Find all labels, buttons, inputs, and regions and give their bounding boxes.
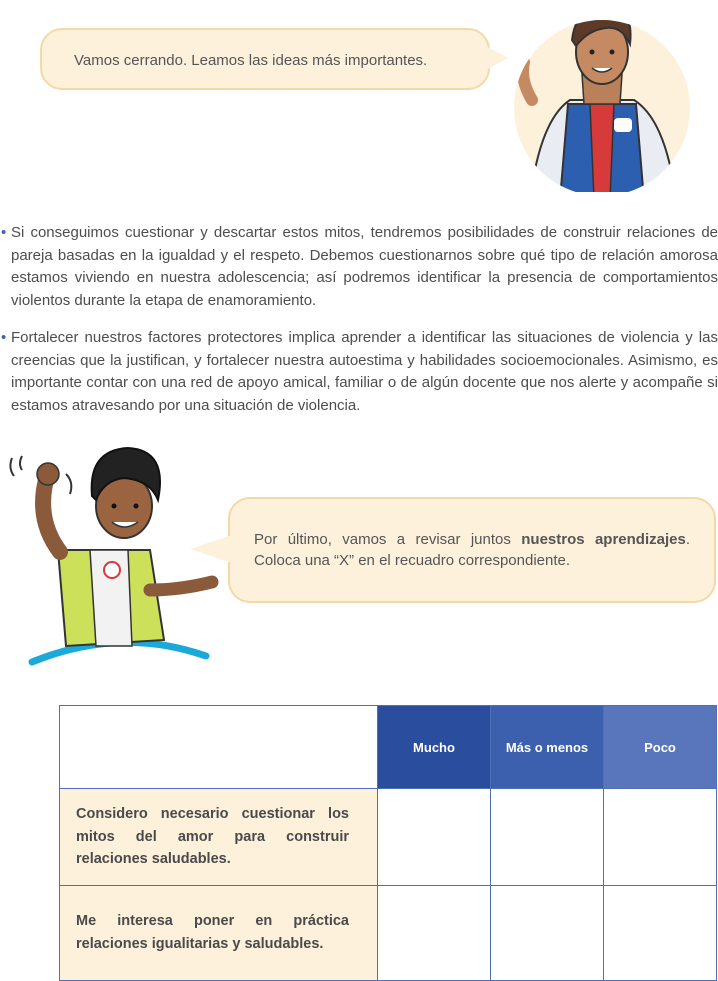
checkbox-cell-poco[interactable] bbox=[604, 885, 717, 980]
table-header-mas-o-menos: Más o menos bbox=[491, 706, 604, 789]
speech-bubble-bottom-text-end: . Coloca una “X” en el recuadro correspondiente. bbox=[254, 531, 691, 569]
speech-bubble-top bbox=[40, 28, 490, 90]
self-evaluation-table bbox=[59, 705, 717, 981]
speech-bubble-bottom-bold: nuestros aprendizajes bbox=[521, 531, 686, 548]
table-header-mucho: Mucho bbox=[378, 706, 491, 789]
table-row-statement: Considero necesario cuestionar los mitos del amor para construir relaciones saludables. bbox=[60, 789, 378, 886]
checkbox-cell-mas-o-menos[interactable] bbox=[491, 789, 604, 886]
checkbox-cell-mucho[interactable] bbox=[378, 789, 491, 886]
list-item bbox=[1, 327, 718, 417]
bullet-marker: • bbox=[1, 329, 7, 346]
table-header-poco: Poco bbox=[604, 706, 717, 789]
speech-bubble-bottom bbox=[228, 497, 716, 603]
list-item-text: Fortalecer nuestros factores protectores implica aprender a identificar las situaciones de violencia y las creencias que la justifican, y fortalecer nuestra autoestima y habilidades socioemocionales. Asimismo, es importante contar con una red de apoyo amical, familiar o de algún docente que nos alerte y acompañe si estamos atravesando por una situación de violencia. bbox=[11, 329, 718, 414]
checkbox-cell-poco[interactable] bbox=[604, 789, 717, 886]
checkbox-cell-mas-o-menos[interactable] bbox=[491, 885, 604, 980]
speech-bubble-top-text: Vamos cerrando. Leamos las ideas más importantes. bbox=[74, 52, 428, 69]
speech-bubble-tail bbox=[486, 46, 508, 70]
speech-bubble-tail bbox=[190, 535, 232, 563]
speech-bubble-bottom-text: Por último, vamos a revisar juntos bbox=[254, 531, 522, 548]
list-item bbox=[1, 222, 718, 312]
bullet-marker: • bbox=[1, 224, 7, 241]
table-row-statement: Me interesa poner en práctica relaciones igualitarias y saludables. bbox=[60, 885, 378, 980]
checkbox-cell-mucho[interactable] bbox=[378, 885, 491, 980]
table-header-empty bbox=[60, 706, 378, 789]
table-row bbox=[60, 885, 717, 980]
list-item-text: Si conseguimos cuestionar y descartar estos mitos, tendremos posibilidades de construir relaciones de pareja basadas en la igualdad y el respeto. Debemos cuestionarnos sobre qué tipo de relación amorosa estamos viviendo en nuestra adolescencia; así podremos identificar la presencia de comportamientos violentos durante la etapa de enamoramiento. bbox=[11, 224, 718, 309]
table-header-row bbox=[60, 706, 717, 789]
teen-boy-pointing-illustration bbox=[510, 0, 690, 192]
table-row bbox=[60, 789, 717, 886]
